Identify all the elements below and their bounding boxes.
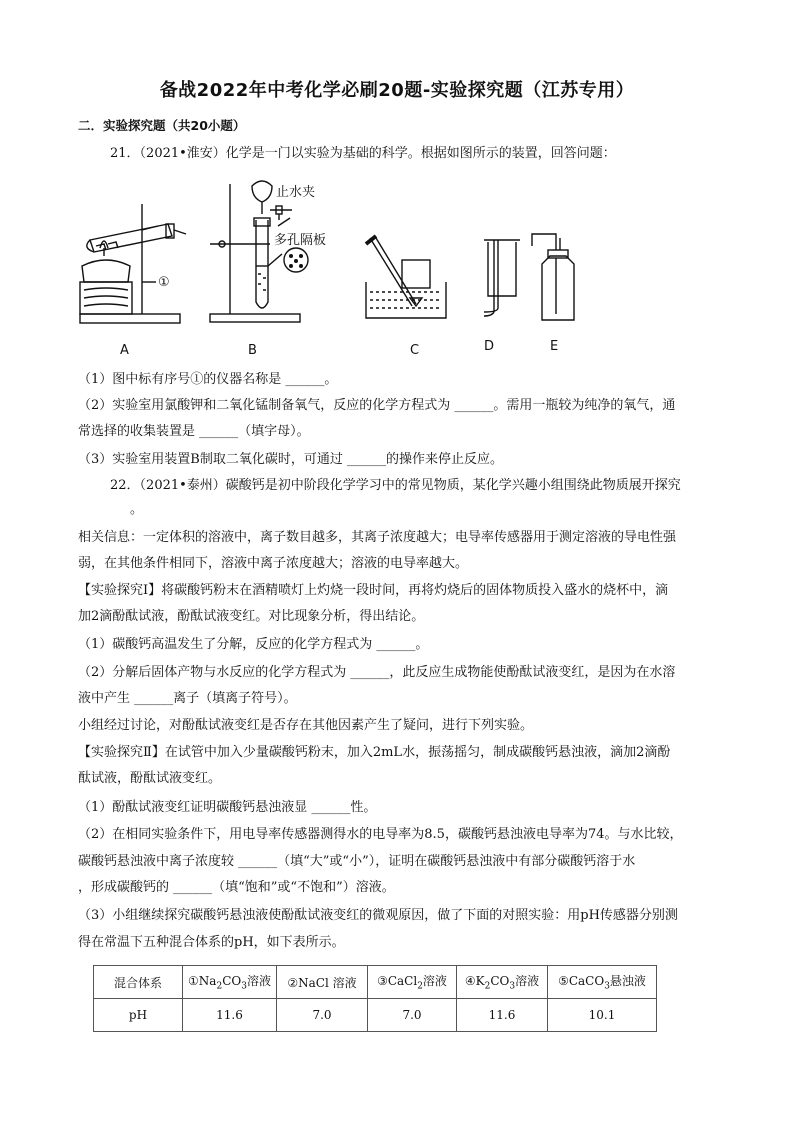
header-sub: 2 (417, 981, 423, 992)
q22-exp2b: 酞试液，酚酞试液变红。 (78, 771, 222, 786)
q22-info2: 弱，在其他条件相同下，溶液中离子浓度越大；溶液的电导率越大。 (78, 556, 469, 571)
q22-exp2a: 【实验探究Ⅱ】在试管中加入少量碳酸钙粉末，加入2mL水，振荡摇匀，制成碳酸钙悬浊液，滴加2滴酚 (78, 745, 671, 760)
header-part: 悬浊液 (609, 974, 646, 989)
table-cell: 7.0 (368, 999, 457, 1032)
table-header-cell (277, 966, 368, 999)
header-part: CO (222, 974, 242, 989)
header-sub: 3 (604, 981, 610, 992)
header-part: ①Na (188, 974, 217, 989)
q22-info1: 相关信息：一定体积的溶液中，离子数目越多，其离子浓度越大；电导率传感器用于测定溶液的导电性强 (78, 530, 677, 545)
header-part: 溶液 (515, 974, 540, 989)
apparatus-c (366, 236, 446, 318)
q21-intro: 21．（2021•淮安）化学是一门以实验为基础的科学。根据如图所示的装置，回答问题： (110, 146, 616, 161)
table-header-cell (548, 966, 657, 999)
q22-e2q2b: 碳酸钙悬浊液中离子浓度较 ______（填“大”或“小”），证明在碳酸钙悬浊液中有部分碳酸钙溶于水 (78, 854, 636, 869)
header-part: ④K (464, 974, 485, 989)
apparatus-d (484, 240, 520, 316)
label-porous: 多孔隔板 (274, 233, 327, 248)
label-b: B (248, 343, 257, 358)
q22-exp1a: 【实验探究Ⅰ】将碳酸钙粉末在酒精喷灯上灼烧一段时间，再将灼烧后的固体物质投入盛水的烧杯中，滴 (78, 583, 669, 598)
header-sub: 3 (241, 981, 247, 992)
header-sub: 2 (484, 981, 491, 992)
q22-exp1b: 加2滴酚酞试液，酚酞试液变红。对比现象分析，得出结论。 (78, 609, 425, 624)
q22-e2q3a: （3）小组继续探究碳酸钙悬浊液使酚酞试液变红的微观原因，做了下面的对照实验：用pH传感器分别测 (78, 908, 678, 923)
label-c: C (410, 343, 420, 358)
section-heading: 二．实验探究题（共20小题） (78, 118, 246, 133)
porous-plate-holes (289, 254, 303, 268)
q22-e2q2c: ，形成碳酸钙的 ______（填“饱和”或“不饱和”）溶液。 (78, 880, 395, 895)
ph-table (93, 965, 657, 1032)
q22-e2q1: （1）酚酞试液变红证明碳酸钙悬浊液显 ______性。 (78, 800, 377, 815)
table-cell: 11.6 (183, 999, 277, 1032)
table-cell: 10.1 (548, 999, 657, 1032)
header-sub: 2 (216, 981, 223, 992)
label-a: A (120, 343, 129, 358)
header-part: ③CaCl (377, 974, 418, 989)
q21-q2b: 常选择的收集装置是 ______（填字母）。 (78, 424, 310, 439)
label-num1: ① (158, 275, 170, 290)
header-sub: 3 (509, 981, 516, 992)
q22-e1q2b: 液中产生 ______离子（填离子符号）。 (78, 691, 297, 706)
header-part: ②NaCl 溶液 (287, 975, 357, 990)
header-part: CO (490, 974, 510, 989)
q22-discuss: 小组经过讨论，对酚酞试液变红是否存在其他因素产生了疑问，进行下列实验。 (78, 718, 534, 733)
table-row (94, 999, 657, 1032)
q22-intro: 22．（2021•泰州）碳酸钙是初中阶段化学学习中的常见物质，某化学兴趣小组围绕此物质展开探究 (110, 478, 681, 493)
q22-intro-end: 。 (130, 502, 144, 517)
page-title: 备战2022年中考化学必刷20题-实验探究题（江苏专用） (159, 80, 635, 101)
apparatus-e (532, 234, 574, 320)
table-header-cell (183, 966, 277, 999)
q22-e1q2a: （2）分解后固体产物与水反应的化学方程式为 ______，此反应生成物能使酚酞试液变红，是因为在水溶 (78, 665, 676, 680)
q21-q3: （3）实验室用装置B制取二氧化碳时，可通过 ______的操作来停止反应。 (78, 452, 503, 467)
q22-e2q2a: （2）在相同实验条件下，用电导率传感器测得水的电导率为8.5，碳酸钙悬浊液电导率为74。与水比较， (78, 827, 683, 842)
label-e: E (550, 339, 559, 354)
label-clamp: 止水夹 (276, 185, 316, 200)
table-cell: 7.0 (277, 999, 368, 1032)
header-part: 溶液 (246, 974, 271, 989)
apparatus-figure (70, 174, 610, 364)
q21-q2a: （2）实验室用氯酸钾和二氧化锰制备氧气，反应的化学方程式为 ______。需用一瓶较为纯净的氧气，通 (78, 398, 676, 413)
table-row (94, 966, 657, 999)
table-header-cell (368, 966, 457, 999)
q22-e1q1: （1）碳酸钙高温发生了分解，反应的化学方程式为 ______。 (78, 637, 429, 652)
apparatus-a (80, 204, 186, 323)
q22-e2q3b: 得在常温下五种混合体系的pH，如下表所示。 (78, 935, 345, 950)
table-header-cell (457, 966, 548, 999)
header-part: 溶液 (422, 974, 447, 989)
q21-q1: （1）图中标有序号①的仪器名称是 ______。 (78, 372, 338, 387)
apparatus-svg (70, 174, 610, 364)
table-cell: pH (94, 999, 183, 1032)
header-part: ⑤CaCO (558, 974, 605, 989)
table-cell: 11.6 (457, 999, 548, 1032)
table-cell: 混合体系 (94, 966, 183, 999)
label-d: D (484, 339, 495, 354)
apparatus-b (210, 181, 308, 322)
